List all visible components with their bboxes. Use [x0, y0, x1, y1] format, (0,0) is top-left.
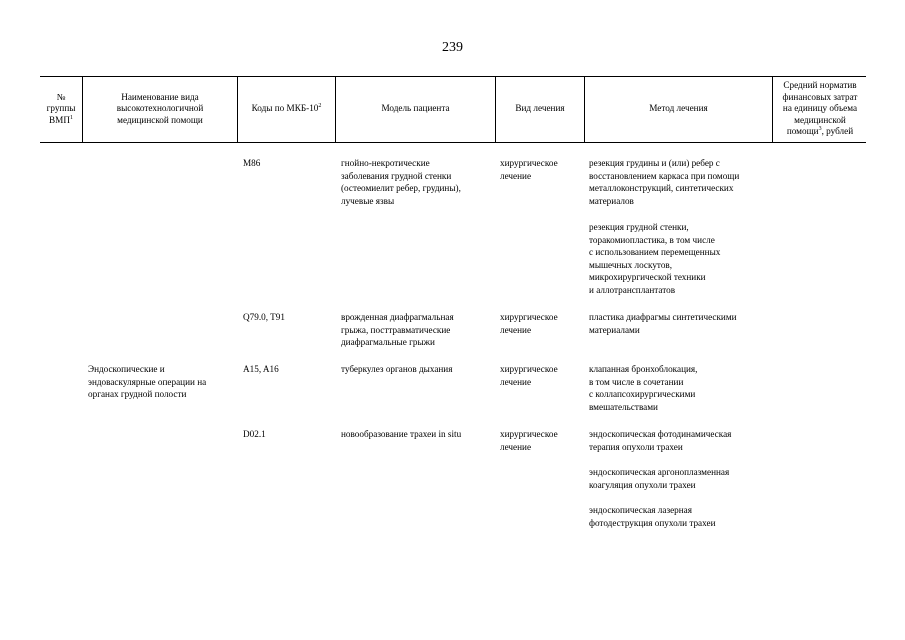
header-cost-standard	[772, 76, 868, 142]
care-type-name: Эндоскопические и эндоваскулярные операции на органах грудной полости	[88, 364, 207, 399]
header-care-type-name-text: Наименование вида высокотехнологичной медицинской помощи	[116, 91, 204, 125]
patient-model: гнойно-некротические заболевания грудной стенки (остеомиелит ребер, грудины), лучевые язвы	[341, 158, 461, 206]
treatment-method: эндоскопическая аргоноплазменная коагуляция опухоли трахеи	[589, 467, 730, 490]
page-number: 239	[442, 40, 463, 55]
header-patient-model	[336, 76, 495, 142]
header-cost-standard-text: Средний норматив финансовых затрат на единицу объема медицинской помощи	[782, 80, 858, 137]
treatment-method: эндоскопическая фотодинамическая терапия опухоли трахеи	[589, 429, 732, 452]
header-treatment-method	[585, 76, 772, 142]
treatment-method: эндоскопическая лазерная фотодеструкция опухоли трахеи	[589, 505, 716, 528]
header-group-number	[40, 76, 82, 142]
treatment-method: резекция грудной стенки, торакомиопластика, в том числе с использованием перемещенных мышечных лоскутов, микрохирургической техники и аллотрансплантатов	[589, 222, 721, 295]
treatment-type: хирургическое лечение	[500, 158, 558, 181]
icd-code: M86	[243, 158, 261, 168]
icd-code: Q79.0, T91	[243, 312, 285, 322]
patient-model: новообразование трахеи in situ	[341, 429, 462, 439]
header-care-type-name	[83, 76, 237, 142]
treatment-type: хирургическое лечение	[500, 312, 558, 335]
table-header-bottom-rule	[40, 142, 866, 143]
header-cost-standard-tail: , рублей	[821, 126, 854, 137]
treatment-type: хирургическое лечение	[500, 429, 558, 452]
header-icd-codes	[238, 76, 335, 142]
header-treatment-type-text: Вид лечения	[515, 103, 565, 114]
header-patient-model-text: Модель пациента	[381, 103, 450, 114]
header-treatment-method-text: Метод лечения	[649, 103, 708, 114]
icd-code: D02.1	[243, 429, 266, 439]
treatment-method: клапанная бронхоблокация, в том числе в сочетании с коллапсохирургическими вмешательствами	[589, 364, 698, 412]
icd-code: A15, A16	[243, 364, 279, 374]
treatment-method: пластика диафрагмы синтетическими материалами	[589, 312, 737, 335]
header-group-number-text: № группы ВМП	[46, 91, 76, 125]
header-treatment-type	[496, 76, 584, 142]
treatment-method: резекция грудины и (или) ребер с восстановлением каркаса при помощи металлоконструкций, синтетических материалов	[589, 158, 740, 206]
footnote-marker: 2	[318, 103, 322, 110]
treatment-type: хирургическое лечение	[500, 364, 558, 387]
footnote-marker: 3	[818, 126, 822, 133]
patient-model: туберкулез органов дыхания	[341, 364, 453, 374]
patient-model: врожденная диафрагмальная грыжа, посттравматические диафрагмальные грыжи	[341, 312, 454, 347]
footnote-marker: 1	[69, 114, 73, 121]
header-icd-codes-text: Коды по МКБ-10	[251, 103, 319, 114]
